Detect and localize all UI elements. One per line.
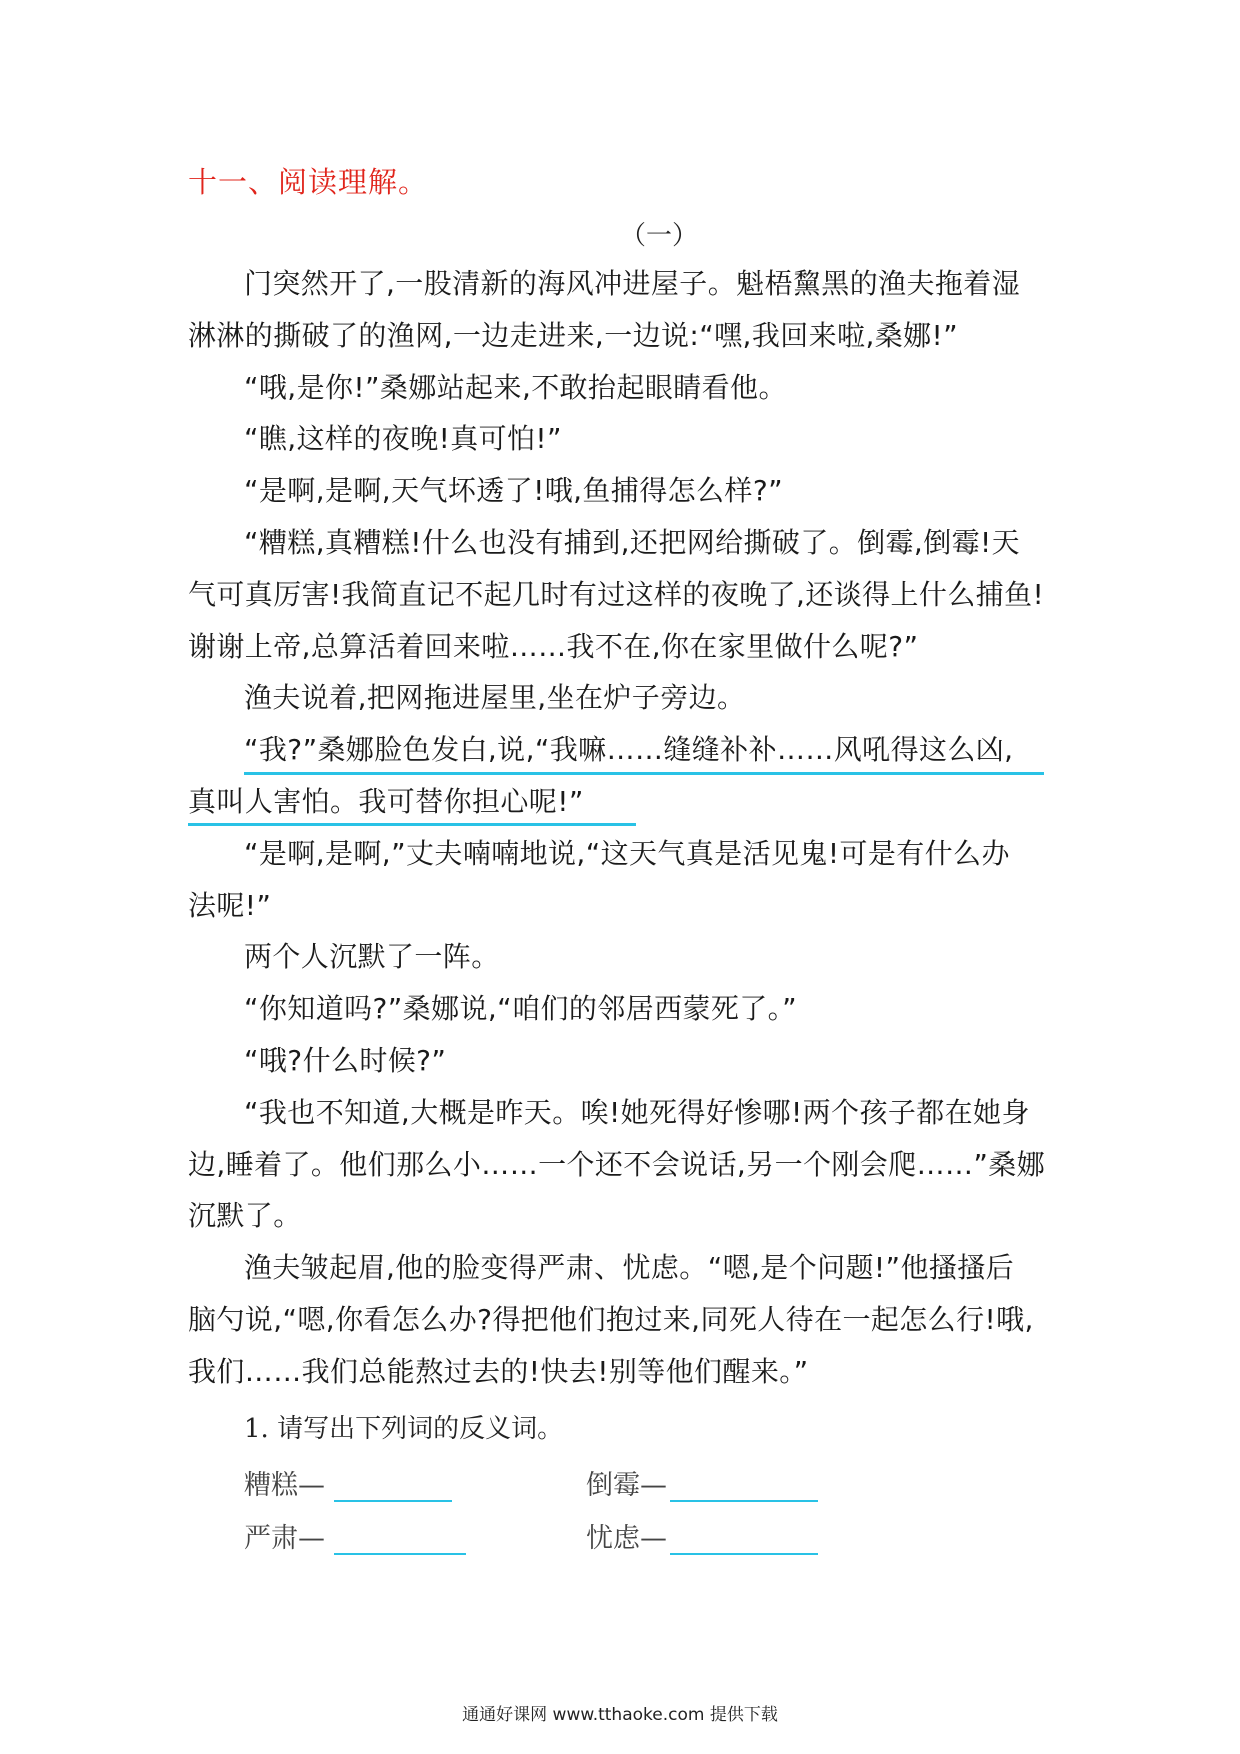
passage-line: “糟糕,真糟糕!什么也没有捕到,还把网给撕破了。倒霉,倒霉!天: [244, 525, 1021, 559]
answer-label: 糟糕—: [244, 1470, 325, 1501]
passage-line: 沉默了。: [188, 1199, 302, 1233]
answer-blank[interactable]: [670, 1553, 818, 1555]
passage-line: 两个人沉默了一阵。: [244, 940, 500, 974]
answer-blank[interactable]: [334, 1553, 466, 1555]
passage-line: 气可真厉害!我简直记不起几时有过这样的夜晚了,还谈得上什么捕鱼!: [188, 577, 1045, 611]
passage-line: “你知道吗?”桑娜说,“咱们的邻居西蒙死了。”: [244, 992, 797, 1026]
question-prompt: 1. 请写出下列词的反义词。: [244, 1414, 564, 1444]
answer-label: 严肃—: [244, 1523, 325, 1554]
underlined-passage-line: 真叫人害怕。我可替你担心呢!”: [188, 784, 584, 818]
footer-credit: 通通好课网 www.tthaoke.com 提供下载: [462, 1705, 778, 1725]
highlight-underline: [244, 772, 1044, 775]
passage-line: “我也不知道,大概是昨天。唉!她死得好惨哪!两个孩子都在她身: [244, 1095, 1030, 1129]
passage-line: 我们……我们总能熬过去的!快去!别等他们醒来。”: [188, 1354, 809, 1388]
passage-line: 渔夫说着,把网拖进屋里,坐在炉子旁边。: [244, 681, 746, 715]
answer-blank[interactable]: [670, 1500, 818, 1502]
passage-line: “哦?什么时候?”: [244, 1043, 447, 1077]
reading-passage: [188, 258, 1068, 1398]
passage-line: “瞧,这样的夜晚!真可怕!”: [244, 422, 562, 456]
passage-line: 谢谢上帝,总算活着回来啦……我不在,你在家里做什么呢?”: [188, 629, 919, 663]
answer-label: 忧虑—: [586, 1523, 667, 1554]
answer-label: 倒霉—: [586, 1470, 667, 1501]
passage-line: 法呢!”: [188, 888, 272, 922]
section-heading: 十一、阅读理解。: [188, 165, 429, 199]
passage-line: “是啊,是啊,天气坏透了!哦,鱼捕得怎么样?”: [244, 474, 784, 508]
passage-line: 边,睡着了。他们那么小……一个还不会说话,另一个刚会爬……”桑娜: [188, 1147, 1046, 1181]
passage-line: 脑勺说,“嗯,你看怎么办?得把他们抱过来,同死人待在一起怎么行!哦,: [188, 1302, 1034, 1336]
answer-blank[interactable]: [334, 1500, 452, 1502]
highlight-underline: [188, 823, 636, 826]
passage-line: 门突然开了,一股清新的海风冲进屋子。魁梧黧黑的渔夫拖着湿: [244, 267, 1021, 300]
passage-line: 淋淋的撕破了的渔网,一边走进来,一边说:“嘿,我回来啦,桑娜!”: [188, 318, 959, 352]
passage-line: “是啊,是啊,”丈夫喃喃地说,“这天气真是活见鬼!可是有什么办: [244, 836, 1010, 870]
underlined-passage-line: “我?”桑娜脸色发白,说,“我嘛……缝缝补补……风吼得这么凶,: [244, 733, 1014, 767]
passage-number: （一）: [620, 221, 699, 251]
passage-line: 渔夫皱起眉,他的脸变得严肃、忧虑。“嗯,是个问题!”他搔搔后: [244, 1251, 1015, 1285]
passage-line: “哦,是你!”桑娜站起来,不敢抬起眼睛看他。: [244, 370, 787, 404]
